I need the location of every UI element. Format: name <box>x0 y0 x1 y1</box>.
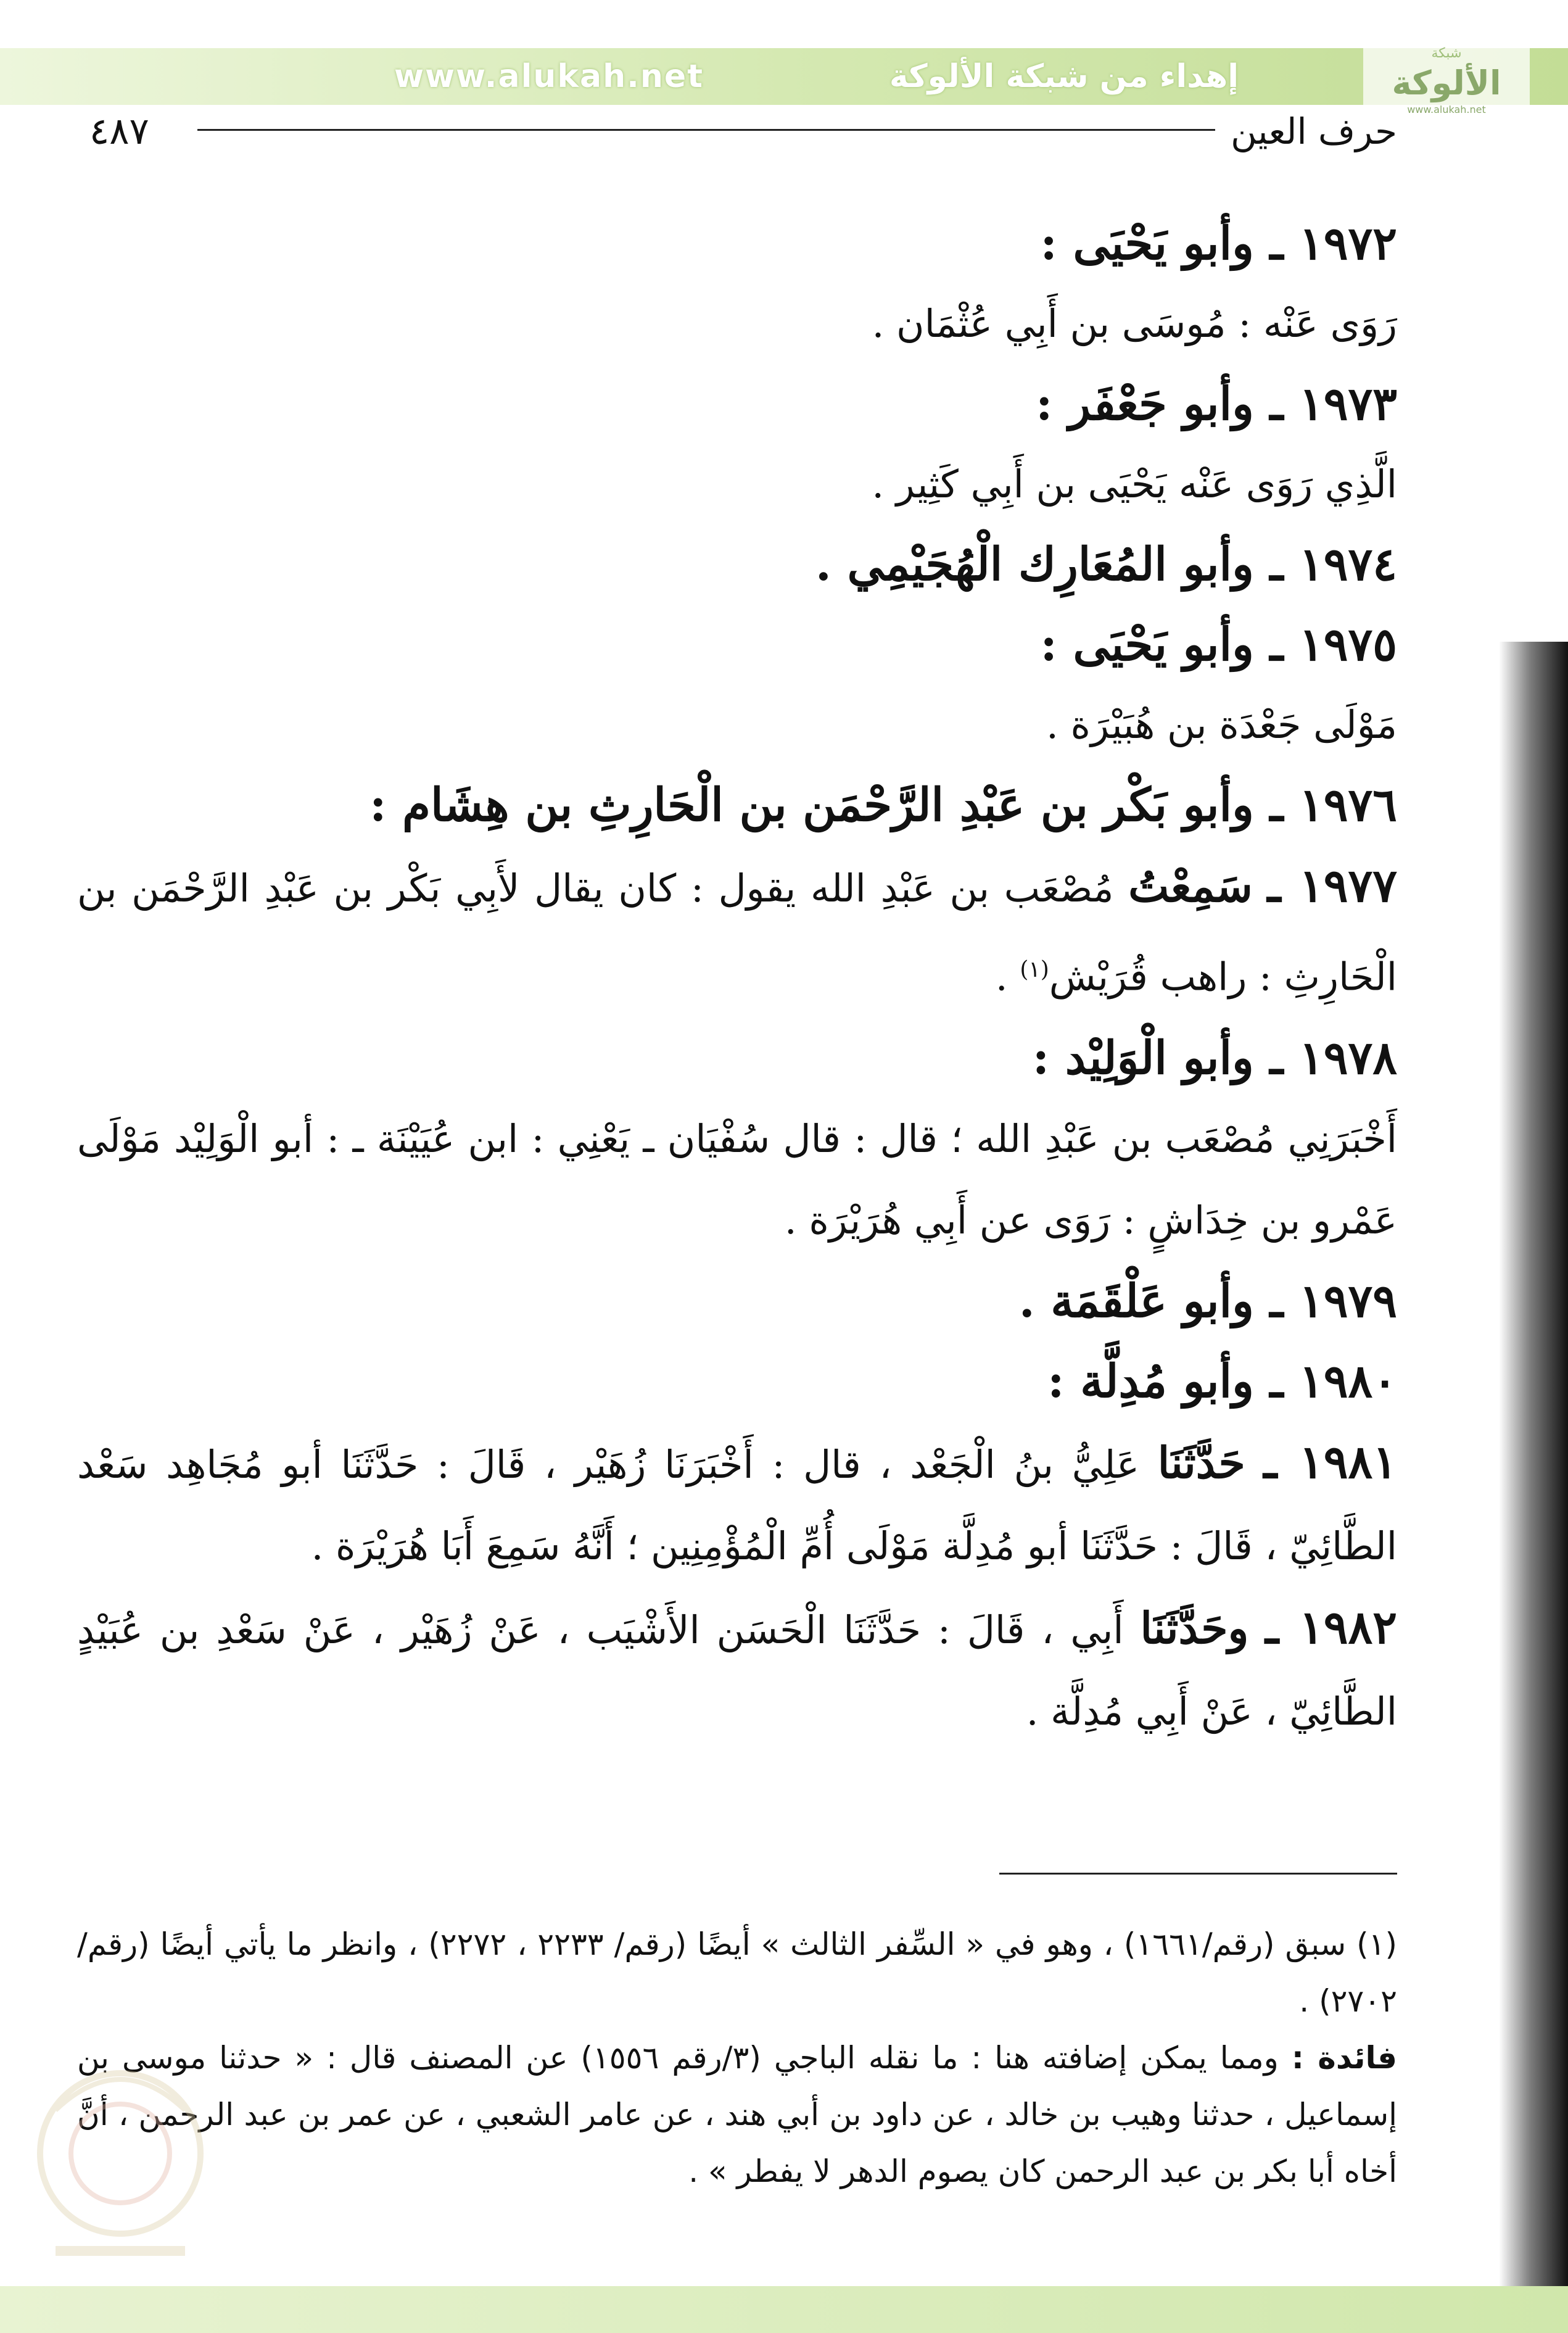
entry-lead-word: حَدَّثَنَا <box>1157 1436 1245 1488</box>
entry-number: ١٩٨٢ ـ <box>1265 1601 1397 1654</box>
svg-text:الألوكة: الألوكة <box>1392 64 1501 102</box>
entries-list <box>77 204 1397 1752</box>
entry-heading: ١٩٧٨ ـ وأبو الْوَلِيْد : <box>1032 1031 1397 1085</box>
entry-body: رَوَى عَنْه : مُوسَى بن أَبِي عُثْمَان . <box>872 301 1397 346</box>
entry-body: أَخْبَرَنِي مُصْعَب بن عَبْدِ الله ؛ قال : قال سُفْيَان ـ يَعْنِي : ابن عُيَيْنَة ـ : أبو الْوَلِيْد مَوْلَى عَمْرو بن خِدَاشٍ : رَوَى عن أَبِي هُرَيْرَة . <box>77 1116 1397 1243</box>
entry-heading: ١٩٧٦ ـ وأبو بَكْر بن عَبْدِ الرَّحْمَن بن الْحَارِثِ بن هِشَام : <box>369 779 1397 832</box>
page-number: ٤٨٧ <box>89 110 149 153</box>
svg-text:شبكة: شبكة <box>1431 46 1462 61</box>
entry-text: مُصْعَب بن عَبْدِ الله يقول : كان يقال لأَبِي بَكْر بن عَبْدِ الرَّحْمَن بن الْحَارِثِ : راهب قُرَيْش <box>77 866 1397 1000</box>
entry-paragraph <box>77 845 1397 1018</box>
entry-heading: ١٩٧٣ ـ وأبو جَعْفَر : <box>1036 378 1397 431</box>
footnote-rule <box>999 1873 1397 1875</box>
entry-body: الَّذِي رَوَى عَنْه يَحْيَى بن أَبِي كَثِير . <box>872 462 1397 507</box>
entry-lead-word: سَمِعْتُ <box>1128 861 1253 912</box>
top-banner <box>0 48 1568 105</box>
watermark-ornament-icon <box>19 2036 222 2271</box>
entry-text: عَلِيُّ بنُ الْجَعْد ، قال : أَخْبَرَنَا زُهَيْر ، قَالَ : حَدَّثَنَا أبو مُجَاهِد سَعْد الطَّائِيّ ، قَالَ : حَدَّثَنَا أبو مُدِلَّة مَوْلَى أُمِّ الْمُؤْمِنِين ؛ أَنَّهُ سَمِعَ أَبَا هُرَيْرَة . <box>77 1441 1397 1568</box>
entry-text: أَبِي ، قَالَ : حَدَّثَنَا الْحَسَن الأَشْيَب ، عَنْ زُهَيْر ، عَنْ سَعْدِ بن عُبَيْدٍ الطَّائِيّ ، عَنْ أَبِي مُدِلَّة . <box>77 1607 1397 1734</box>
footnotes <box>77 1916 1397 2200</box>
entry-heading: ١٩٧٩ ـ وأبو عَلْقَمَة . <box>1018 1274 1397 1328</box>
bottom-banner <box>0 2286 1568 2333</box>
entry-heading: ١٩٧٢ ـ وأبو يَحْيَى : <box>1040 217 1397 270</box>
entry-lead-word: وحَدَّثَنَا <box>1140 1602 1249 1654</box>
scan-shadow-edge <box>1499 642 1568 2333</box>
entry-heading: ١٩٧٤ ـ وأبو المُعَارِك الْهُجَيْمِي . <box>815 538 1397 591</box>
footnote-note <box>77 2029 1397 2200</box>
svg-text:www.alukah.net: www.alukah.net <box>1407 104 1486 115</box>
header-rule <box>197 129 1215 131</box>
entry-number: ١٩٨١ ـ <box>1263 1435 1397 1489</box>
banner-gift-text: إهداء من شبكة الألوكة <box>889 58 1239 95</box>
running-header-title: حرف العين <box>1231 110 1397 152</box>
entry-paragraph <box>77 1587 1397 1752</box>
entry-heading: ١٩٨٠ ـ وأبو مُدِلَّة : <box>1047 1354 1397 1408</box>
entry-paragraph <box>77 1422 1397 1587</box>
footnote-item: (١) سبق (رقم/١٦٦١) ، وهو في « السِّفر الثالث » أيضًا (رقم/ ٢٢٣٣ ، ٢٢٧٢) ، وانظر ما يأتي أيضًا (رقم/٢٧٠٢) . <box>77 1926 1397 2019</box>
entry-number: ١٩٧٧ ـ <box>1267 860 1397 913</box>
footnote-reference[interactable]: (١) <box>1020 957 1049 982</box>
entry-heading: ١٩٧٥ ـ وأبو يَحْيَى : <box>1040 618 1397 671</box>
entry-tail: . <box>995 954 1020 1000</box>
entry-body: مَوْلَى جَعْدَة بن هُبَيْرَة . <box>1046 702 1397 747</box>
footnote-label: فائدة : <box>1291 2040 1397 2076</box>
banner-url[interactable]: www.alukah.net <box>394 58 704 95</box>
footnote-text: ومما يمكن إضافته هنا : ما نقله الباجي (٣/رقم ١٥٥٦) عن المصنف قال : « حدثنا موسى بن إسماعيل ، حدثنا وهيب بن خالد ، عن داود بن أبي هند ، عن عامر الشعبي ، عن عمر بن عبد الرحمن ، أنَّ أخاه أبا بكر بن عبد الرحمن كان يصوم الدهر لا يفطر » . <box>77 2040 1397 2189</box>
